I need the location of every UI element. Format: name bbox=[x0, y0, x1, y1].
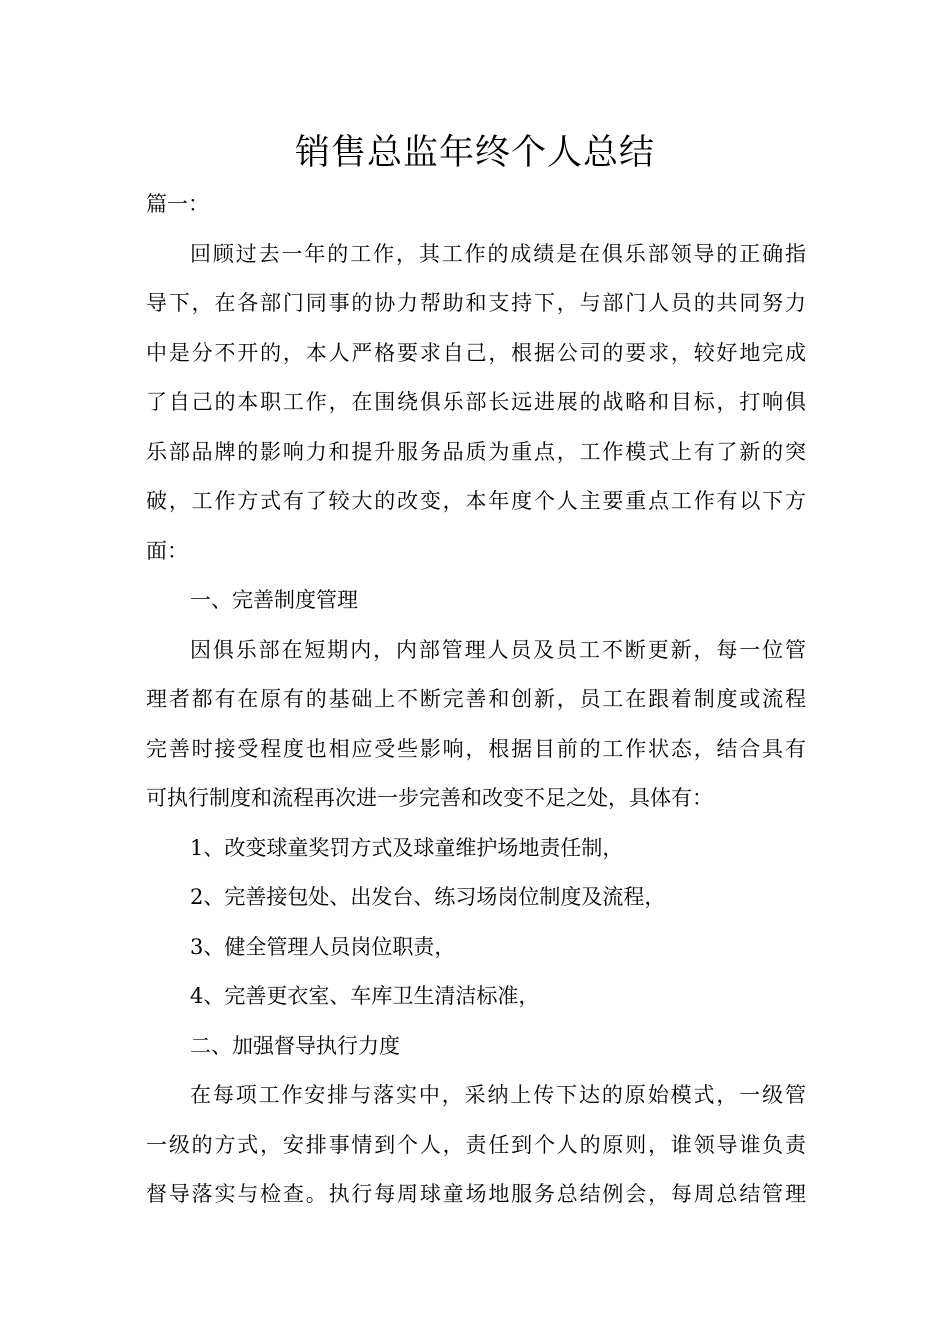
text-line: 督导落实与检查。执行每周球童场地服务总结例会，每周总结管理 bbox=[146, 1182, 806, 1206]
text-line: 中是分不开的，本人严格要求自己，根据公司的要求，较好地完成 bbox=[146, 340, 806, 365]
text-line: 二、加强督导执行力度 bbox=[190, 1033, 400, 1058]
text-line: 完善时接受程度也相应受些影响，根据目前的工作状态，结合具有 bbox=[146, 736, 806, 761]
text-line: 乐部品牌的影响力和提升服务品质为重点，工作模式上有了新的突 bbox=[146, 439, 806, 464]
text-line: 回顾过去一年的工作，其工作的成绩是在俱乐部领导的正确指 bbox=[190, 241, 806, 266]
text-line: 了自己的本职工作，在围绕俱乐部长远进展的战略和目标，打响俱 bbox=[146, 390, 806, 414]
text-line: 面： bbox=[146, 538, 188, 563]
text-line: 在每项工作安排与落实中，采纳上传下达的原始模式，一级管 bbox=[190, 1083, 806, 1107]
text-line: 破，工作方式有了较大的改变，本年度个人主要重点工作有以下方 bbox=[146, 489, 806, 513]
document-body bbox=[146, 180, 806, 1220]
text-line: 篇一： bbox=[146, 192, 209, 216]
text-line: 一、完善制度管理 bbox=[190, 588, 358, 612]
text-line: 2、完善接包处、出发台、练习场岗位制度及流程， bbox=[190, 885, 666, 909]
text-line: 1、改变球童奖罚方式及球童维护场地责任制， bbox=[190, 835, 624, 860]
text-line: 理者都有在原有的基础上不断完善和创新，员工在跟着制度或流程 bbox=[146, 687, 806, 711]
text-line: 4、完善更衣室、车库卫生清洁标准， bbox=[190, 984, 540, 1008]
text-line: 3、健全管理人员岗位职责， bbox=[190, 934, 456, 959]
text-line: 一级的方式，安排事情到个人，责任到个人的原则，谁领导谁负责 bbox=[146, 1132, 806, 1157]
text-line: 导下，在各部门同事的协力帮助和支持下，与部门人员的共同努力 bbox=[146, 291, 806, 315]
text-line: 可执行制度和流程再次进一步完善和改变不足之处，具体有： bbox=[146, 786, 713, 810]
text-line: 因俱乐部在短期内，内部管理人员及员工不断更新，每一位管 bbox=[190, 637, 806, 662]
document-title: 销售总监年终个人总结 bbox=[294, 133, 655, 173]
